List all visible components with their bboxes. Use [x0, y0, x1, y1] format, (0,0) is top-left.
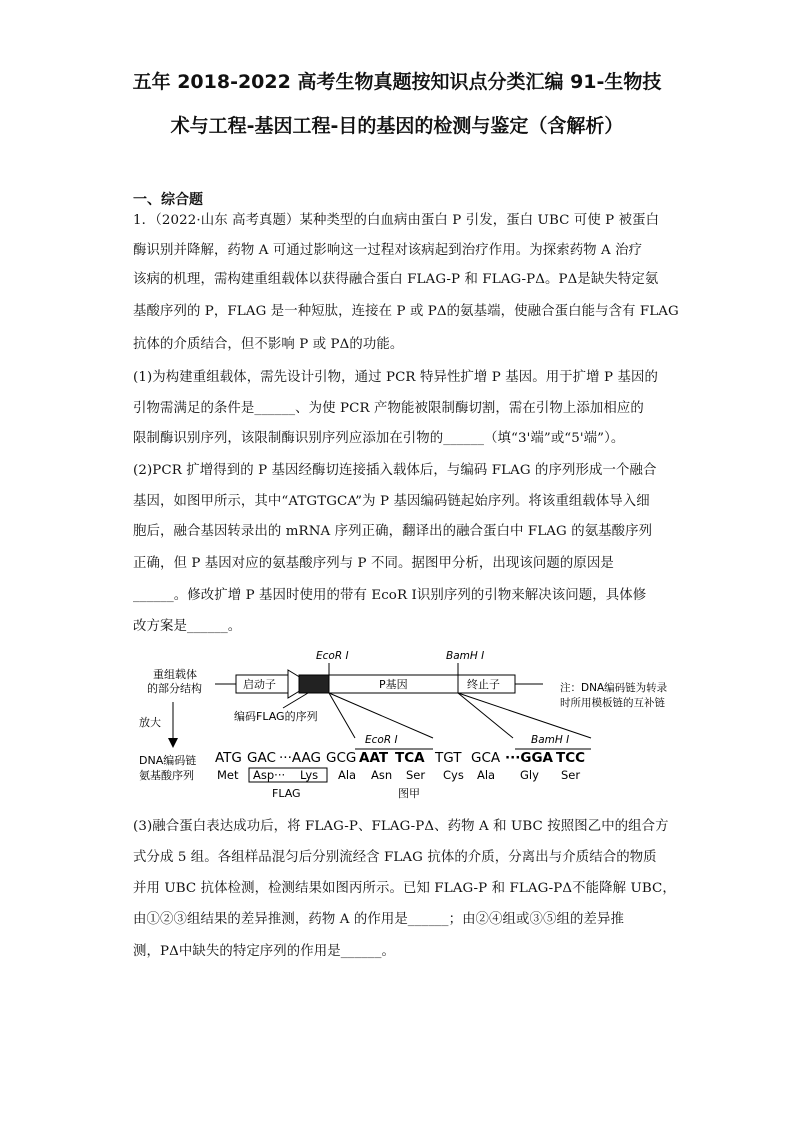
question-text: 由①②③组结果的差异推测，药物 A 的作用是______；由②④组或③⑤组的差异推 [133, 912, 624, 927]
figure-caption: 图甲 [398, 787, 420, 800]
codon: TGT [435, 750, 462, 766]
question-text: 基酸序列的 P，FLAG 是一种短肽，连接在 P 或 PΔ的氨基端，使融合蛋白能与含有 FLAG [133, 304, 679, 319]
question-text: 并用 UBC 抗体检测，检测结果如图丙所示。已知 FLAG-P 和 FLAG-PΔ不能降解 UBC， [133, 881, 676, 896]
note-line-1: 注：DNA编码链为转录 [560, 682, 668, 694]
codon: GAC [247, 750, 276, 766]
terminator-label: 终止子 [467, 678, 500, 691]
amino-acid: Ala [338, 768, 357, 782]
question-text: 胞后，融合基因转录出的 mRNA 序列正确，翻译出的融合蛋白中 FLAG 的氨基酸序列 [133, 524, 653, 539]
question-text: (3)融合蛋白表达成功后，将 FLAG-P、FLAG-PΔ、药物 A 和 UBC 按照图乙中的组合方 [133, 819, 669, 834]
question-text: 引物需满足的条件是______、为使 PCR 产物能被限制酶切割，需在引物上添加相应的 [133, 401, 644, 416]
amino-acid: Asn [371, 768, 393, 782]
bamhi-mid-label: BamH Ⅰ [531, 734, 570, 746]
amino-acid: Ala [477, 768, 496, 782]
question-text: 式分成 5 组。各组样品混匀后分别流经含 FLAG 抗体的介质，分离出与介质结合的物质 [133, 850, 657, 865]
question-text: 正确，但 P 基因对应的氨基酸序列与 P 不同。据图甲分析，出现该问题的原因是 [133, 556, 614, 571]
codon: AAT [359, 750, 389, 766]
question-text: 酶识别并降解，药物 A 可通过影响这一过程对该病起到治疗作用。为探索药物 A 治疗 [133, 243, 643, 258]
flag-sequence-box [299, 675, 329, 693]
bamhi-top-label: BamH Ⅰ [446, 650, 485, 662]
promoter-label: 启动子 [243, 678, 276, 691]
codon: TCA [395, 750, 425, 766]
codon: ···AAG [279, 750, 321, 766]
question-text: 1．（2022·山东 高考真题）某种类型的白血病由蛋白 P 引发，蛋白 UBC 可使 P 被蛋白 [133, 213, 660, 228]
question-text: 测，PΔ中缺失的特定序列的作用是______。 [133, 944, 396, 959]
codon: ATG [215, 750, 242, 766]
amino-acid: Ser [406, 768, 426, 782]
amino-acid: Ser [561, 768, 581, 782]
amino-acid-row [217, 768, 580, 782]
page-title-line-1: 五年 2018-2022 高考生物真题按知识点分类汇编 91-生物技 [132, 71, 662, 93]
flag-label: FLAG [272, 787, 301, 800]
codon: ···GGA [505, 750, 553, 766]
question-text: (1)为构建重组载体，需先设计引物，通过 PCR 特异性扩增 P 基因。用于扩增 P 基因的 [133, 370, 658, 385]
p-gene-label: P基因 [379, 678, 408, 691]
figure-jia [133, 640, 693, 805]
vector-label-2: 的部分结构 [147, 682, 202, 695]
question-text: ______。修改扩增 P 基因时使用的带有 EcoR Ⅰ识别序列的引物来解决该问题，具体修 [133, 588, 647, 603]
page-title-line-2: 术与工程-基因工程-目的基因的检测与鉴定（含解析） [170, 115, 624, 137]
amino-acid: Cys [443, 768, 464, 782]
codon: GCA [471, 750, 501, 766]
ecori-mid-label: EcoR Ⅰ [365, 734, 398, 746]
question-text: 限制酶识别序列，该限制酶识别序列应添加在引物的______（填“3'端”或“5'端”）。 [133, 431, 625, 446]
section-heading: 一、综合题 [133, 192, 203, 208]
question-text: 基因，如图甲所示，其中“ATGTGCA”为 P 基因编码链起始序列。将该重组载体导入细 [133, 494, 650, 509]
zoom-label: 放大 [139, 716, 161, 729]
flag-seq-label: 编码FLAG的序列 [234, 710, 318, 723]
question-text: 改方案是______。 [133, 619, 242, 634]
vector-label-1: 重组载体 [153, 668, 197, 681]
amino-acid-label: 氨基酸序列 [139, 769, 194, 782]
codon: TCC [556, 750, 586, 766]
amino-acid: Asp··· [253, 768, 286, 782]
question-text: (2)PCR 扩增得到的 P 基因经酶切连接插入载体后，与编码 FLAG 的序列形成一个融合 [133, 463, 657, 478]
amino-acid: Met [217, 768, 239, 782]
note-line-2: 时所用模板链的互补链 [560, 697, 665, 709]
question-text: 该病的机理，需构建重组载体以获得融合蛋白 FLAG-P 和 FLAG-PΔ。PΔ是缺失特定氨 [133, 272, 659, 287]
codon: GCG [326, 750, 357, 766]
amino-acid: Gly [520, 768, 539, 782]
ecori-top-label: EcoR Ⅰ [316, 650, 349, 662]
dna-strand-label: DNA编码链 [139, 754, 197, 767]
question-text: 抗体的介质结合，但不影响 P 或 PΔ的功能。 [133, 337, 404, 352]
amino-acid: Lys [300, 768, 319, 782]
codon-row [215, 750, 585, 766]
